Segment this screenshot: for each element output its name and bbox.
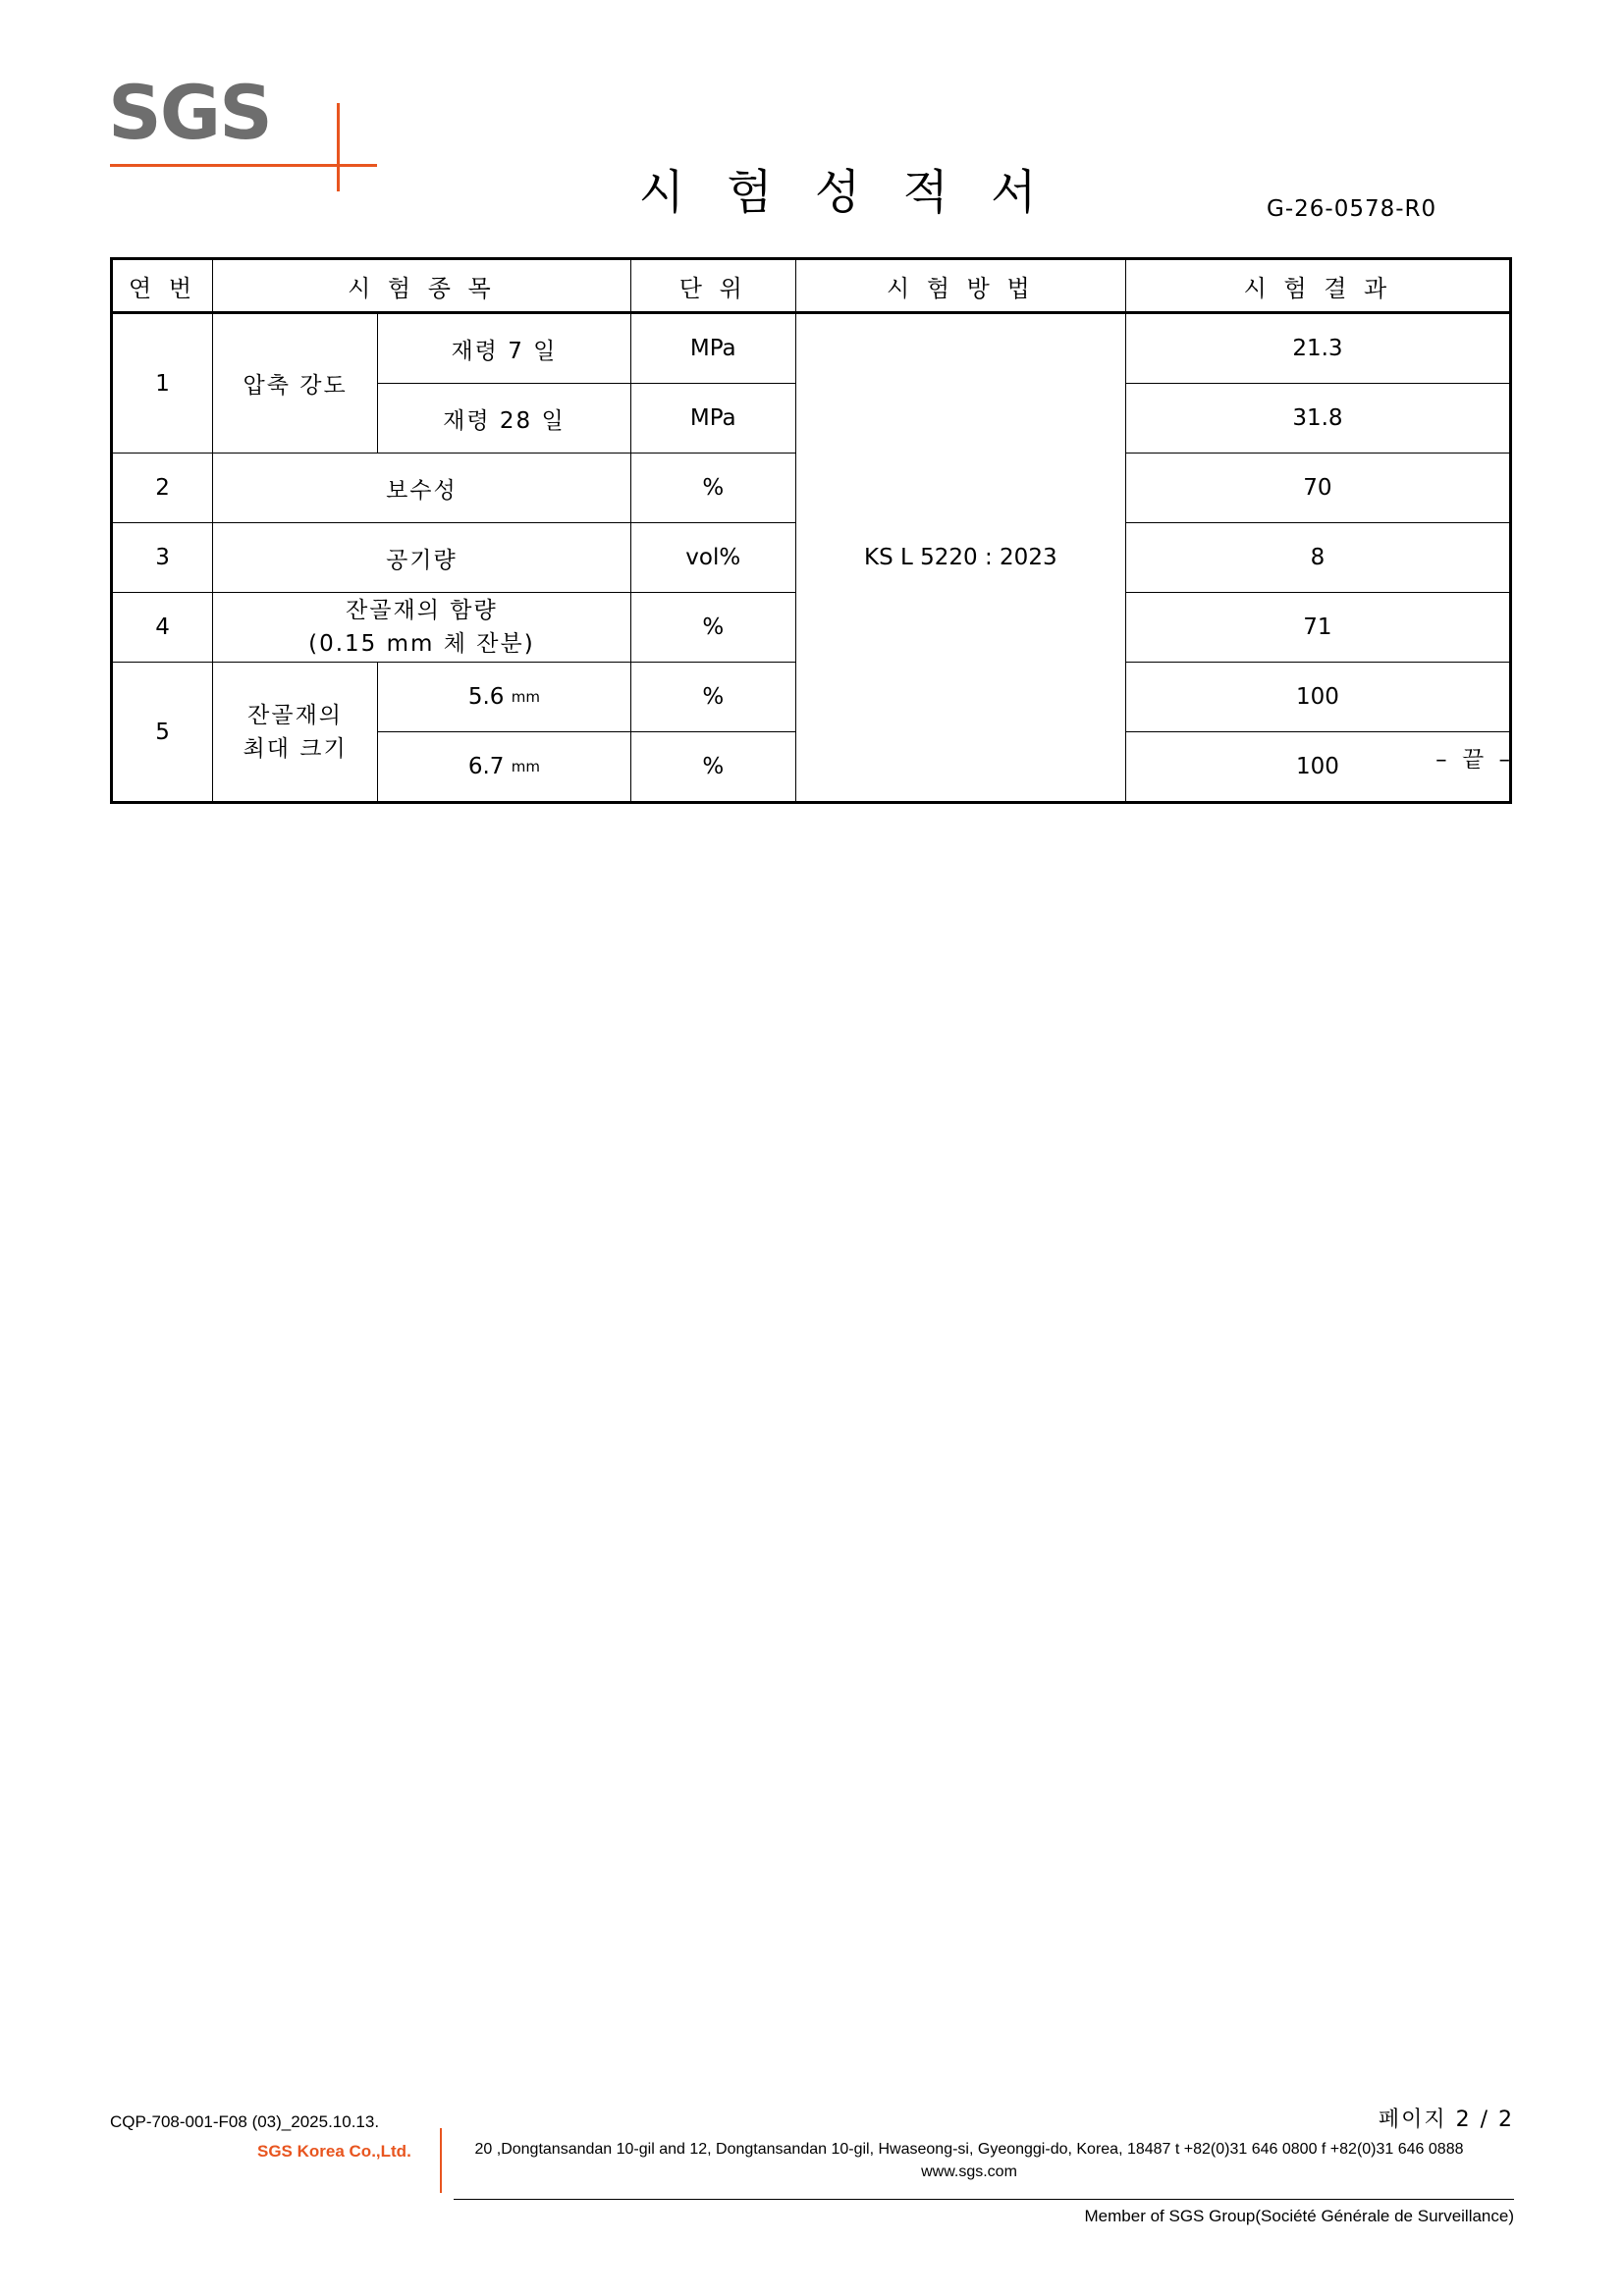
sgs-logo-text: SGS [108,69,271,156]
row-result-2: 70 [1125,454,1510,523]
footer-address [454,2138,1485,2183]
footer-form-code: CQP-708-001-F08 (03)_2025.10.13. [110,2112,380,2131]
document-code: G-26-0578-R0 [1267,196,1437,222]
test-results-table [110,257,1512,804]
row-item-3: 공기량 [213,523,631,593]
row-subitem-5-1-unit: mm [511,688,540,706]
header-result: 시 험 결 과 [1125,259,1510,313]
sgs-logo-vertical-bar [337,103,340,191]
row-item-group-1: 압축 강도 [213,313,378,454]
row-result-5-1: 100 [1125,663,1510,732]
row-item-5-line1: 잔골재의 [247,702,344,728]
footer-horizontal-divider [454,2199,1514,2200]
row-result-3: 8 [1125,523,1510,593]
row-no-3: 3 [112,523,213,593]
row-subitem-5-2 [378,732,631,803]
row-subitem-5-2-value: 6.7 [467,754,505,779]
row-no-5: 5 [112,663,213,803]
end-of-report-mark: – 끝 – [1435,747,1514,773]
footer-company-name: SGS Korea Co.,Ltd. [257,2142,411,2161]
row-result-1-1: 21.3 [1125,313,1510,384]
row-subitem-1-1: 재령 7 일 [378,313,631,384]
row-unit-1-2: MPa [630,384,795,454]
sgs-logo [108,69,363,177]
row-item-4-line1: 잔골재의 함량 [346,598,498,623]
row-item-5-line2: 최대 크기 [243,735,348,762]
row-unit-3: vol% [630,523,795,593]
row-no-2: 2 [112,454,213,523]
table-header-row [112,259,1511,313]
footer-address-line2: 0888 www.sgs.com [921,2141,1464,2180]
row-subitem-1-2: 재령 28 일 [378,384,631,454]
page-title: 시 험 성 적 서 [638,165,1051,220]
row-unit-2: % [630,454,795,523]
row-result-1-2: 31.8 [1125,384,1510,454]
footer-member-line: Member of SGS Group(Société Générale de Surveillance) [1084,2207,1514,2225]
row-subitem-5-2-unit: mm [511,758,540,775]
table-row [112,313,1511,384]
row-item-group-5 [213,663,378,803]
row-item-2: 보수성 [213,454,631,523]
row-item-4-line2: (0.15 mm 체 잔분) [308,631,535,657]
row-subitem-5-1 [378,663,631,732]
row-unit-5-2: % [630,732,795,803]
row-unit-1-1: MPa [630,313,795,384]
footer-page-number: 페이지 2 / 2 [1378,2108,1514,2132]
row-result-4: 71 [1125,593,1510,663]
row-no-1: 1 [112,313,213,454]
document-header [108,69,1522,222]
header-no: 연 번 [112,259,213,313]
header-method: 시 험 방 법 [795,259,1125,313]
row-subitem-5-1-value: 5.6 [467,684,505,710]
header-item: 시 험 종 목 [213,259,631,313]
row-result-5-2: 100 [1125,732,1510,803]
row-item-4 [213,593,631,663]
footer-address-line1: 20 ,Dongtansandan 10-gil and 12, Dongtansandan 10-gil, Hwaseong-si, Gyeonggi-do, Korea, 18487 t +82(0)31 646 0800 f +82(0)31 646 [474,2141,1425,2158]
row-no-4: 4 [112,593,213,663]
header-unit: 단 위 [630,259,795,313]
row-unit-4: % [630,593,795,663]
test-method-cell: KS L 5220 : 2023 [795,313,1125,803]
document-footer [0,2091,1624,2268]
footer-vertical-divider [440,2128,442,2193]
row-unit-5-1: % [630,663,795,732]
